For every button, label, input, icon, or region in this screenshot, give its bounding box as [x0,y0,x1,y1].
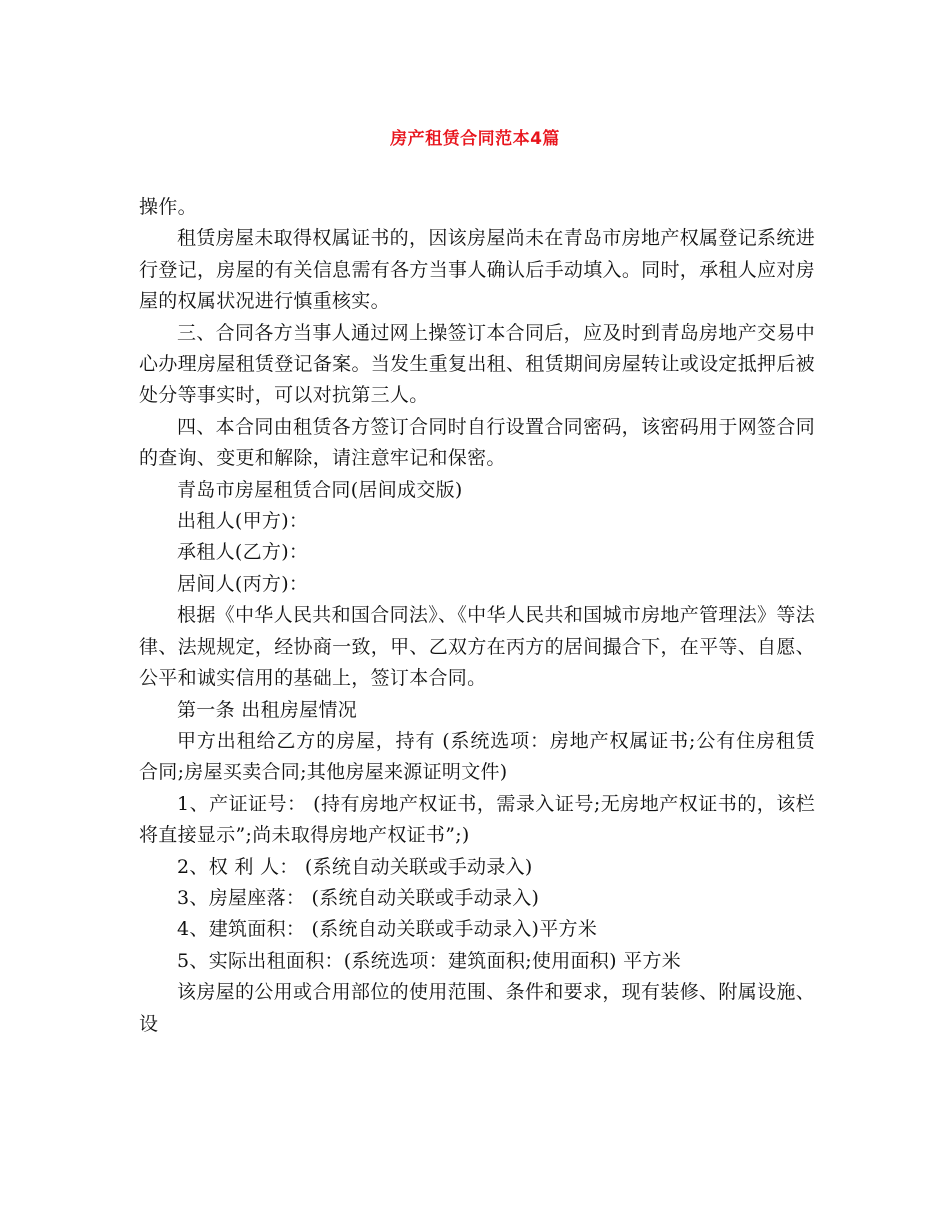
paragraph: 操作。 [139,196,197,218]
paragraph: 第一条 出租房屋情况 [177,698,358,721]
document-body [139,192,815,1040]
paragraph: 出租人(甲方)： [177,510,309,533]
paragraph: 1、产证证号： (持有房地产权证书，需录入证号;无房地产权证书的，该栏将直接显示”;尚未取得房地产权证书”;) [139,792,815,847]
paragraph: 根据《中华人民共和国合同法》、《中华人民共和国城市房地产管理法》等法律、法规规定，经协商一致，甲、乙双方在丙方的居间撮合下，在平等、自愿、公平和诚实信用的基础上，签订本合同。 [139,604,815,690]
paragraph: 5、实际出租面积：(系统选项：建筑面积;使用面积) 平方米 [177,949,682,972]
paragraph: 3、房屋座落： (系统自动关联或手动录入) [177,886,540,909]
paragraph: 承租人(乙方)： [177,541,309,564]
paragraph: 甲方出租给乙方的房屋，持有 (系统选项：房地产权属证书;公有住房租赁合同;房屋买卖合同;其他房屋来源证明文件) [139,729,815,784]
paragraph: 2、权 利 人： (系统自动关联或手动录入) [177,855,533,878]
document-title: 房产租赁合同范本4篇 [390,129,560,149]
paragraph: 青岛市房屋租赁合同(居间成交版) [177,478,463,501]
paragraph: 租赁房屋未取得权属证书的，因该房屋尚未在青岛市房地产权属登记系统进行登记，房屋的有关信息需有各方当事人确认后手动填入。同时，承租人应对房屋的权属状况进行慎重核实。 [139,227,815,313]
paragraph: 三、合同各方当事人通过网上操签订本合同后，应及时到青岛房地产交易中心办理房屋租赁登记备案。当发生重复出租、租赁期间房屋转让或设定抵押后被处分等事实时，可以对抗第三人。 [139,321,815,407]
paragraph: 4、建筑面积： (系统自动关联或手动录入)平方米 [177,918,598,941]
paragraph: 该房屋的公用或合用部位的使用范围、条件和要求，现有装修、附属设施、设 [139,981,815,1035]
paragraph: 居间人(丙方)： [177,572,309,595]
paragraph: 四、本合同由租赁各方签订合同时自行设置合同密码，该密码用于网签合同的查询、变更和解除，请注意牢记和保密。 [139,415,815,470]
